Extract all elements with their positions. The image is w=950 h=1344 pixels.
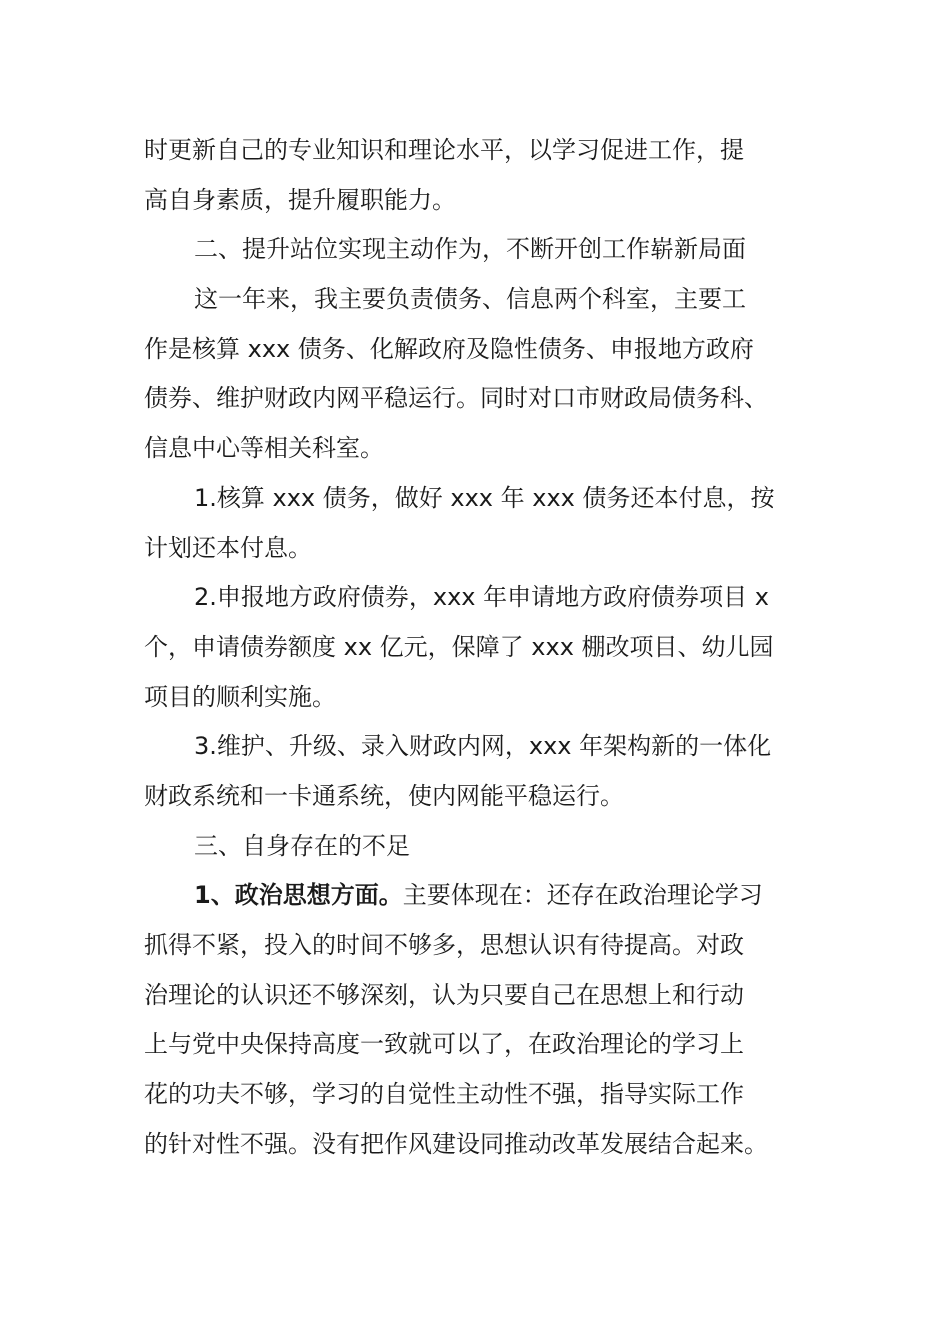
text-line: 债券、维护财政内网平稳运行。同时对口市财政局债务科、: [144, 384, 768, 413]
text-line: 项目的顺利实施。: [144, 682, 336, 711]
text-line: 上与党中央保持高度一致就可以了，在政治理论的学习上: [144, 1030, 744, 1059]
text-line: 作是核算 xxx 债务、化解政府及隐性债务、申报地方政府: [144, 334, 754, 363]
text-line: 个，申请债券额度 xx 亿元，保障了 xxx 棚改项目、幼儿园: [144, 632, 774, 661]
text-line: 时更新自己的专业知识和理论水平，以学习促进工作，提: [144, 136, 744, 164]
text-line: 抓得不紧，投入的时间不够多，思想认识有待提高。对政: [144, 931, 744, 959]
text-line: 信息中心等相关科室。: [144, 434, 384, 463]
section-heading-3: 三、自身存在的不足: [194, 831, 410, 860]
list-item-1: 1.核算 xxx 债务，做好 xxx 年 xxx 债务还本付息，按: [194, 483, 775, 512]
text-line: 的针对性不强。没有把作风建设同推动改革发展结合起来。: [144, 1129, 768, 1158]
subsection-heading: 1、政治思想方面。: [194, 881, 403, 910]
text-line: 高自身素质，提升履职能力。: [144, 185, 456, 214]
list-item-3: 3.维护、升级、录入财政内网，xxx 年架构新的一体化: [194, 732, 772, 761]
text-line: 花的功夫不够，学习的自觉性主动性不强，指导实际工作: [144, 1080, 744, 1109]
text-line: 财政系统和一卡通系统，使内网能平稳运行。: [144, 781, 624, 810]
document-body: [144, 126, 808, 1169]
list-item-2: 2.申报地方政府债券，xxx 年申请地方政府债券项目 x: [194, 583, 769, 612]
section-heading-2: 二、提升站位实现主动作为，不断开创工作崭新局面: [194, 235, 746, 264]
text-line: 计划还本付息。: [144, 533, 312, 562]
text-line: 这一年来，我主要负责债务、信息两个科室，主要工: [194, 285, 746, 314]
subsection-text: 主要体现在：还存在政治理论学习: [402, 881, 763, 910]
text-line: 治理论的认识还不够深刻，认为只要自己在思想上和行动: [144, 980, 744, 1009]
subsection-line: [144, 871, 808, 921]
